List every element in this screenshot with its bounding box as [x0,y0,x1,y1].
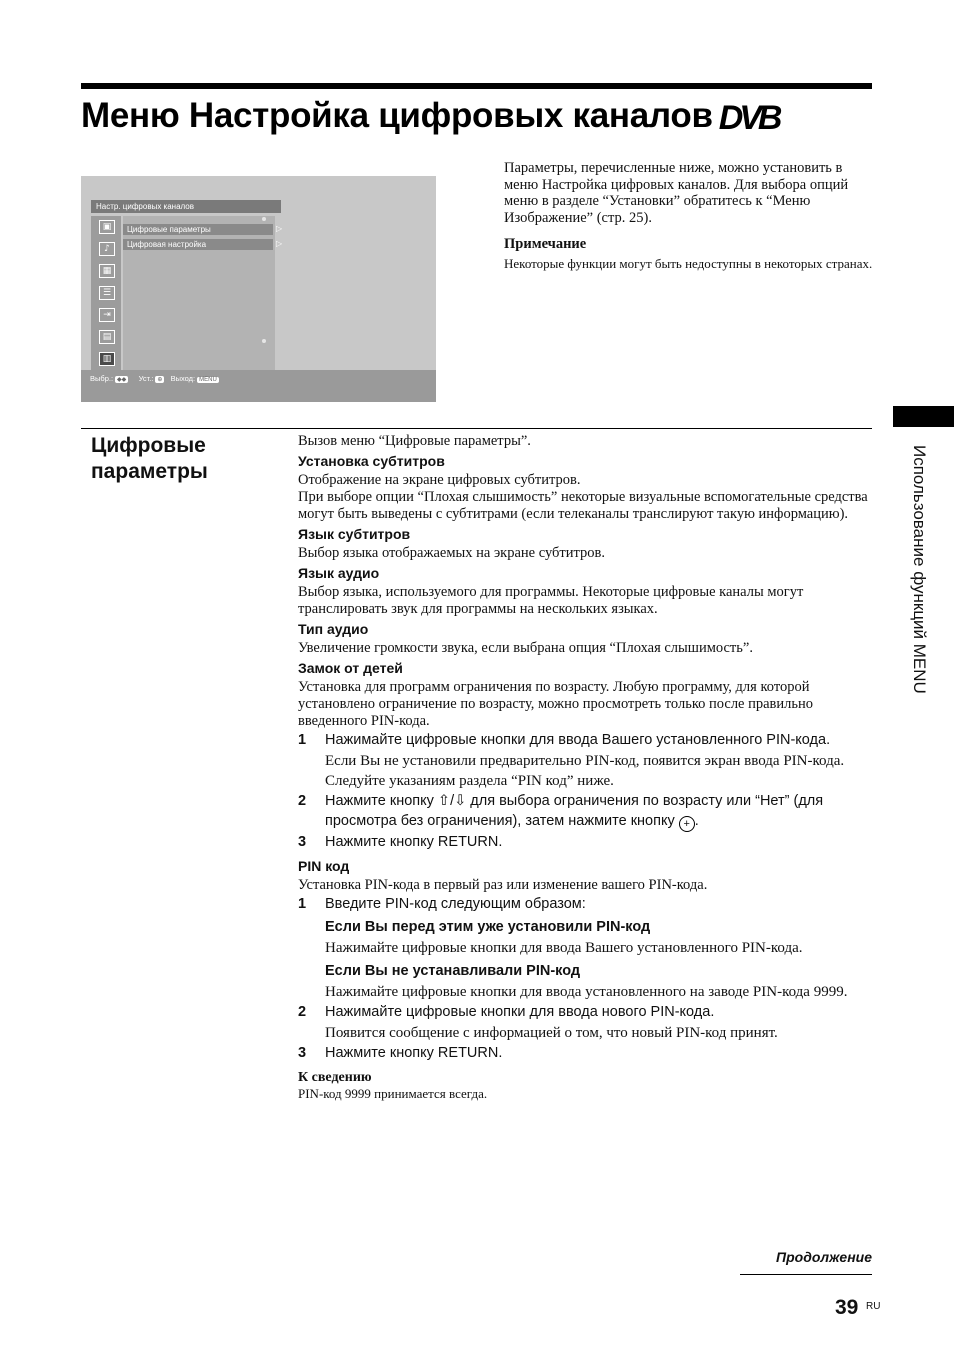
intro-text: Параметры, перечисленные ниже, можно установить в меню Настройка цифровых каналов. Для выбора опций меню в разделе “Установки” обратитесь к “Меню Изображение” (стр. 25). [504,160,849,226]
subtitles-setup-heading: Установка субтитров [298,453,445,469]
sound-icon: ♪ [99,242,115,256]
tv-menu-icon-column [91,216,121,370]
page-language: RU [866,1301,881,1312]
note-heading: Примечание [504,236,587,252]
subtitles-setup-text1: Отображение на экране цифровых субтитров. [298,472,581,488]
tv-menu-header: Настр. цифровых каналов [91,200,281,213]
settings-icon: ☰ [99,286,115,300]
chevron-right-icon: ▷ [276,224,283,233]
page-title: Меню Настройка цифровых каналов DVB [81,96,779,137]
tv-menu-item-digital-params: Цифровые параметры [123,224,273,235]
pin-case1-text: Нажимайте цифровые кнопки для ввода Вашего установленного PIN-кода. [325,940,803,956]
enter-key-icon: ⊕ [157,377,163,383]
parental-lock-step-3: 3 Нажмите кнопку RETURN. [298,834,503,850]
parental-lock-text: Установка для программ ограничения по возрасту. Любую программу, для которой установлено ограничение по возрасту, можно просмотреть только после правильно введенного PIN-кода. [298,679,814,729]
pin-code-text: Установка PIN-кода в первый раз или изменение вашего PIN-кода. [298,876,708,893]
section-lead: Вызов меню “Цифровые параметры”. [298,433,531,449]
audio-type-heading: Тип аудио [298,621,369,637]
pin-code-step-2-sub: Появится сообщение с информацией о том, что новый PIN-код принят. [325,1024,778,1041]
input-icon: ⇥ [99,308,115,322]
section-rule [81,428,872,429]
note-text: Некоторые функции могут быть недоступны в некоторых странах. [504,256,873,271]
info-heading: К сведению [298,1070,372,1085]
parental-lock-heading: Замок от детей [298,660,403,676]
screen-icon: ▦ [99,264,115,278]
info-text: PIN-код 9999 принимается всегда. [298,1086,488,1101]
scroll-up-indicator [262,217,266,221]
continue-label: Продолжение [776,1249,872,1265]
tv-menu-footer-text: Выбр.: ◆◆ Уст.: ⊕ Выход: MENU [90,374,217,383]
pin-code-step-3: 3 Нажмите кнопку RETURN. [298,1044,503,1061]
side-section-label: Использование функций MENU [910,445,929,694]
subtitles-setup-text2: При выборе опции “Плохая слышимость” некоторые визуальные вспомогательные средства могут быть выведены с субтитрами (если телеканалы транслируют такую информацию). [298,489,868,522]
scroll-down-indicator [262,339,266,343]
tv-menu-screenshot [81,176,436,402]
side-tab-marker [893,406,954,427]
pin-code-step-2: 2 Нажимайте цифровые кнопки для ввода нового PIN-кода. [298,1004,715,1020]
picture-icon: ▣ [99,220,115,234]
dvb-logo-icon: DVB [718,99,779,137]
pin-case2-heading: Если Вы не устанавливали PIN-код [325,963,581,979]
continue-rule [740,1274,872,1275]
pin-case2-text: Нажимайте цифровые кнопки для ввода установленного на заводе PIN-кода 9999. [325,984,848,1000]
pin-code-heading: PIN код [298,857,350,874]
parental-lock-step-2: 2 Нажмите кнопку ⇧/⇩ для выбора ограничения по возрасту или “Нет” (для просмотра без ограничения), затем нажмите кнопку + . [298,792,824,830]
section-content [298,433,871,1102]
subtitle-language-heading: Язык субтитров [298,526,411,542]
tv-menu-item-digital-tuning: Цифровая настройка [123,239,273,250]
audio-language-heading: Язык аудио [298,565,380,581]
menu-key: MENU [199,377,217,383]
pin-case1-heading: Если Вы перед этим уже установили PIN-код [325,919,651,935]
tv-menu-panel [123,216,275,370]
audio-type-text: Увеличение громкости звука, если выбрана опция “Плохая слышимость”. [298,640,753,656]
enter-button-icon: + [679,816,695,832]
digital-setup-icon: ▥ [99,352,115,366]
parental-lock-step-1-sub: Если Вы не установили предварительно PIN-код, появится экран ввода PIN-кода. Следуйте указаниям раздела “PIN код” ниже. [325,752,845,789]
analog-setup-icon: ▤ [99,330,115,344]
parental-lock-step-1: 1 Нажимайте цифровые кнопки для ввода Вашего установленного PIN-кода. [298,732,831,748]
subtitle-language-text: Выбор языка отображаемых на экране субтитров. [298,545,605,561]
up-down-key-icon: ◆◆ [117,377,127,383]
top-rule [81,83,872,89]
page-number: 39 [835,1296,859,1319]
section-title: Цифровые параметры [91,434,208,483]
pin-code-step-1: 1 Введите PIN-код следующим образом: [298,895,586,912]
chevron-right-icon: ▷ [276,239,283,248]
audio-language-text: Выбор языка, используемого для программы. Некоторые цифровые каналы могут транслировать звук для программы на нескольких языках. [298,584,804,617]
